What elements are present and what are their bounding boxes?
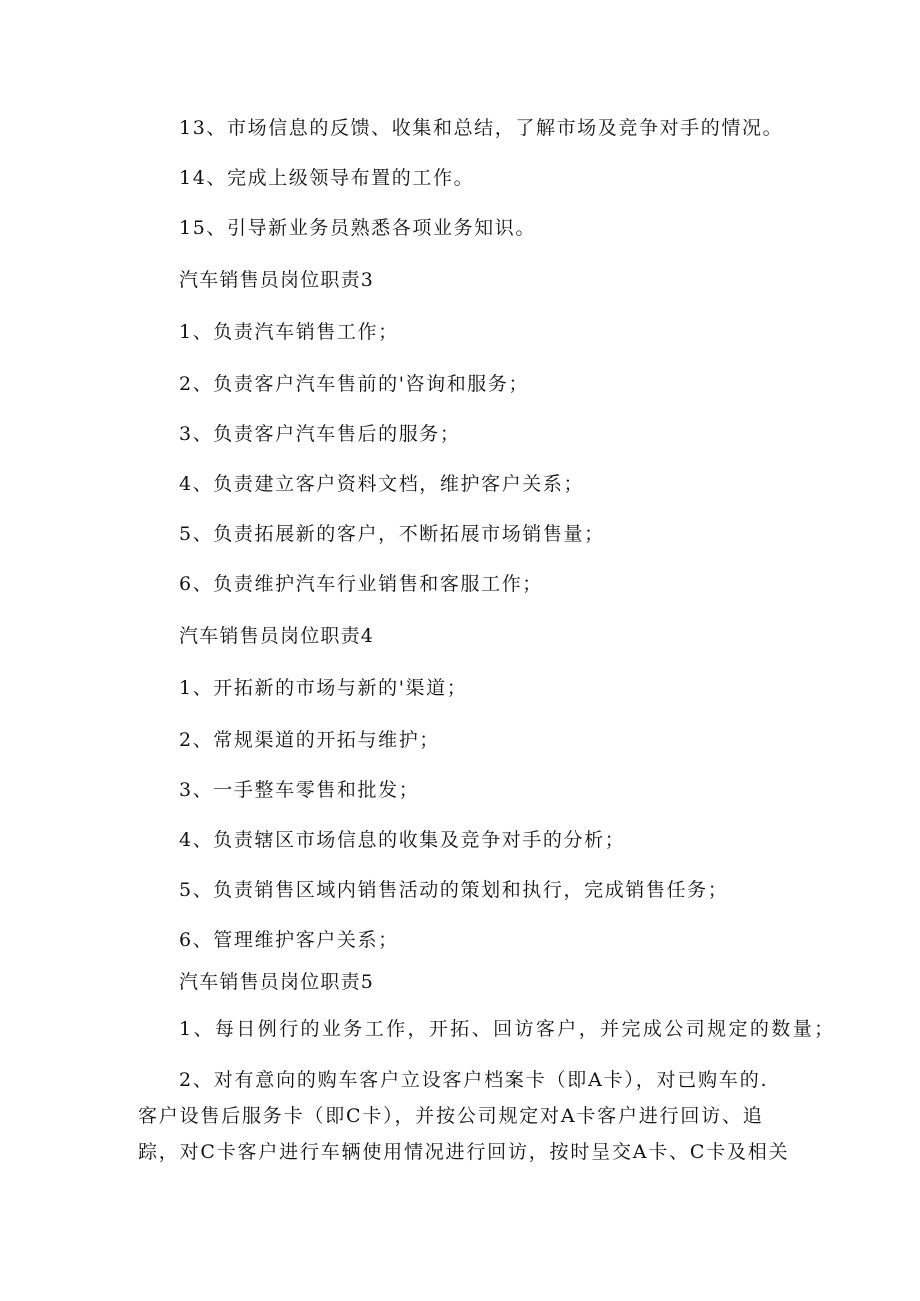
section-4-item-5: 5、负责销售区域内销售活动的策划和执行，完成销售任务；	[179, 879, 729, 901]
section-5-item-2-line-3: 踪，对C卡客户进行车辆使用情况进行回访，按时呈交A卡、C卡及相关	[138, 1141, 790, 1163]
section-heading-4: 汽车销售员岗位职责4	[179, 625, 375, 647]
section-4-item-6: 6、管理维护客户关系；	[179, 929, 399, 951]
section-3-item-6: 6、负责维护汽车行业销售和客服工作；	[179, 573, 543, 595]
section-5-item-2-line-2: 客户设售后服务卡（即C卡），并按公司规定对A卡客户进行回访、追	[138, 1105, 764, 1127]
section-3-item-1: 1、负责汽车销售工作；	[179, 321, 399, 343]
section-3-item-4: 4、负责建立客户资料文档，维护客户关系；	[179, 473, 585, 495]
section-4-item-4: 4、负责辖区市场信息的收集及竞争对手的分析；	[179, 829, 626, 851]
section-5-item-1: 1、每日例行的业务工作，开拓、回访客户，并完成公司规定的数量；	[179, 1018, 836, 1040]
section-3-item-2: 2、负责客户汽车售前的'咨询和服务；	[179, 373, 530, 395]
duty-item-13: 13、市场信息的反馈、收集和总结，了解市场及竞争对手的情况。	[179, 117, 784, 139]
section-3-item-3: 3、负责客户汽车售后的服务；	[179, 423, 461, 445]
section-4-item-1: 1、开拓新的市场与新的'渠道；	[179, 677, 468, 699]
section-heading-5: 汽车销售员岗位职责5	[179, 971, 375, 993]
section-heading-3: 汽车销售员岗位职责3	[179, 269, 375, 291]
section-5-item-2-line-1: 2、对有意向的购车客户立设客户档案卡（即A卡），对已购车的.	[179, 1069, 769, 1091]
duty-item-15: 15、引导新业务员熟悉各项业务知识。	[179, 217, 536, 239]
section-3-item-5: 5、负责拓展新的客户，不断拓展市场销售量；	[179, 523, 605, 545]
duty-item-14: 14、完成上级领导布置的工作。	[179, 167, 475, 189]
section-4-item-3: 3、一手整车零售和批发；	[179, 779, 420, 801]
section-4-item-2: 2、常规渠道的开拓与维护；	[179, 729, 440, 751]
